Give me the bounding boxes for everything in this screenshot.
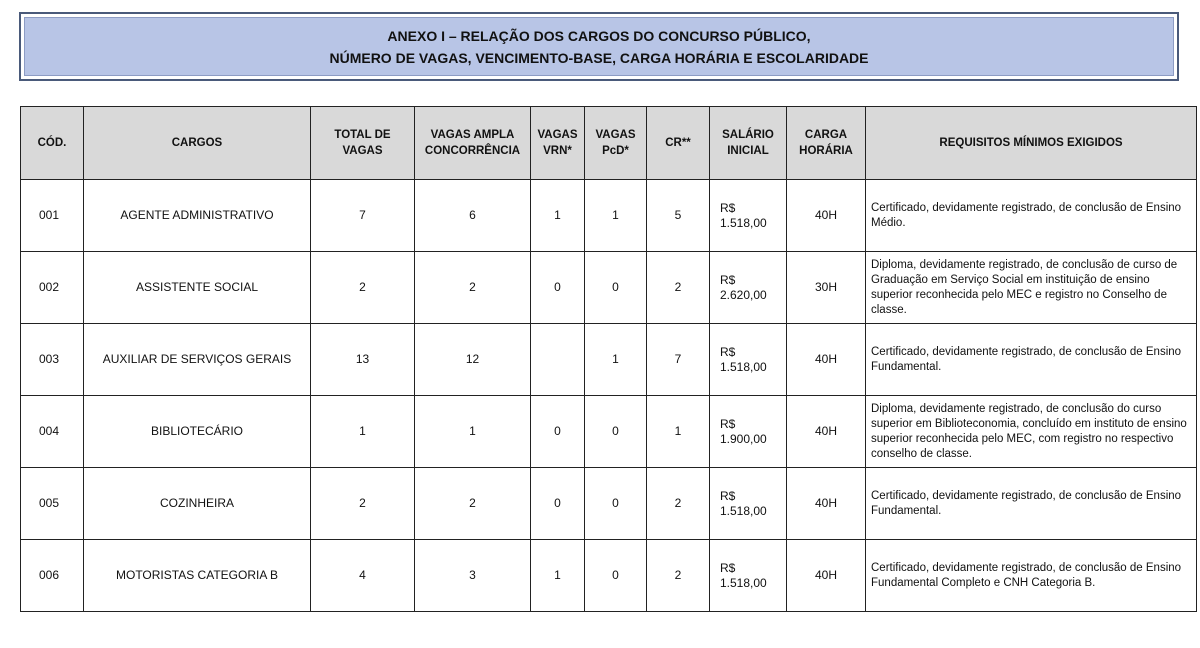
cell-carga-horaria: 40H xyxy=(787,468,866,540)
cell-total-vagas: 4 xyxy=(311,540,415,612)
cell-total-vagas: 1 xyxy=(311,396,415,468)
cell-cr: 7 xyxy=(647,324,710,396)
table-row xyxy=(21,252,1197,324)
table-header-row xyxy=(21,107,1197,180)
cell-requisitos: Certificado, devidamente registrado, de conclusão de Ensino Fundamental Completo e CNH Categoria B. xyxy=(866,540,1197,612)
header-salario xyxy=(710,107,787,180)
header-requisitos: REQUISITOS MÍNIMOS EXIGIDOS xyxy=(866,107,1197,180)
cell-carga-horaria: 40H xyxy=(787,540,866,612)
cell-salario: R$ 1.518,00 xyxy=(710,468,787,540)
header-vagas-pcd-line-1: VAGAS xyxy=(595,129,636,141)
header-vagas-pcd xyxy=(585,107,647,180)
cell-requisitos: Diploma, devidamente registrado, de conclusão do curso superior em Biblioteconomia, concluído em instituto de ensino superior reconhecida pelo MEC, com registro no respectivo conselho de classe. xyxy=(866,396,1197,468)
header-vagas-vrn-line-1: VAGAS xyxy=(537,129,578,141)
header-cargos: CARGOS xyxy=(84,107,311,180)
cell-vagas-vrn: 0 xyxy=(531,468,585,540)
cell-cr: 1 xyxy=(647,396,710,468)
cell-cod: 006 xyxy=(21,540,84,612)
table-row xyxy=(21,396,1197,468)
cell-cargo: MOTORISTAS CATEGORIA B xyxy=(84,540,311,612)
annex-title xyxy=(24,17,1174,76)
header-cod: CÓD. xyxy=(21,107,84,180)
cell-cod: 005 xyxy=(21,468,84,540)
cell-vagas-vrn: 1 xyxy=(531,180,585,252)
header-vagas-ampla-line-2: CONCORRÊNCIA xyxy=(424,145,521,157)
cell-vagas-ampla: 3 xyxy=(415,540,531,612)
cell-total-vagas: 2 xyxy=(311,252,415,324)
table-row xyxy=(21,540,1197,612)
cell-vagas-vrn: 0 xyxy=(531,252,585,324)
table-row xyxy=(21,468,1197,540)
cell-vagas-pcd: 0 xyxy=(585,540,647,612)
header-carga-horaria xyxy=(787,107,866,180)
cell-total-vagas: 2 xyxy=(311,468,415,540)
cell-total-vagas: 7 xyxy=(311,180,415,252)
table-row xyxy=(21,324,1197,396)
cell-cod: 003 xyxy=(21,324,84,396)
table-row xyxy=(21,180,1197,252)
cell-cod: 002 xyxy=(21,252,84,324)
header-vagas-vrn xyxy=(531,107,585,180)
cell-cr: 2 xyxy=(647,252,710,324)
cell-vagas-vrn: 1 xyxy=(531,540,585,612)
cell-total-vagas: 13 xyxy=(311,324,415,396)
cell-cargo: COZINHEIRA xyxy=(84,468,311,540)
cell-salario: R$ 1.518,00 xyxy=(710,324,787,396)
annex-title-line-2: NÚMERO DE VAGAS, VENCIMENTO-BASE, CARGA HORÁRIA E ESCOLARIDADE xyxy=(329,49,869,66)
cell-carga-horaria: 40H xyxy=(787,180,866,252)
header-carga-line-1: CARGA xyxy=(804,129,848,141)
cell-salario: R$ 2.620,00 xyxy=(710,252,787,324)
cell-carga-horaria: 40H xyxy=(787,396,866,468)
cell-vagas-pcd: 0 xyxy=(585,468,647,540)
cell-salario: R$ 1.518,00 xyxy=(710,180,787,252)
header-vagas-ampla xyxy=(415,107,531,180)
cell-vagas-pcd: 0 xyxy=(585,396,647,468)
header-carga-line-2: HORÁRIA xyxy=(799,145,853,157)
cell-vagas-pcd: 0 xyxy=(585,252,647,324)
cell-cod: 001 xyxy=(21,180,84,252)
header-salario-line-1: SALÁRIO xyxy=(722,129,774,141)
cell-salario: R$ 1.900,00 xyxy=(710,396,787,468)
header-total-vagas-line-1: TOTAL DE xyxy=(334,129,391,141)
cell-carga-horaria: 40H xyxy=(787,324,866,396)
cell-cargo: AGENTE ADMINISTRATIVO xyxy=(84,180,311,252)
cell-requisitos: Certificado, devidamente registrado, de conclusão de Ensino Médio. xyxy=(866,180,1197,252)
cell-cr: 2 xyxy=(647,468,710,540)
cell-vagas-vrn xyxy=(531,324,585,396)
cell-vagas-pcd: 1 xyxy=(585,180,647,252)
cell-cod: 004 xyxy=(21,396,84,468)
cell-cr: 5 xyxy=(647,180,710,252)
cell-cargo: BIBLIOTECÁRIO xyxy=(84,396,311,468)
header-total-vagas-line-2: VAGAS xyxy=(342,145,383,157)
header-vagas-ampla-line-1: VAGAS AMPLA xyxy=(430,129,515,141)
annex-title-box xyxy=(19,12,1179,81)
header-vagas-vrn-line-2: VRN* xyxy=(543,145,572,157)
annex-title-line-1: ANEXO I – RELAÇÃO DOS CARGOS DO CONCURSO PÚBLICO, xyxy=(387,27,811,44)
cell-vagas-ampla: 12 xyxy=(415,324,531,396)
cell-vagas-ampla: 2 xyxy=(415,252,531,324)
header-cr: CR** xyxy=(647,107,710,180)
header-salario-line-2: INICIAL xyxy=(727,145,769,157)
cell-vagas-pcd: 1 xyxy=(585,324,647,396)
cell-vagas-ampla: 2 xyxy=(415,468,531,540)
cell-requisitos: Certificado, devidamente registrado, de conclusão de Ensino Fundamental. xyxy=(866,324,1197,396)
cell-carga-horaria: 30H xyxy=(787,252,866,324)
cell-requisitos: Diploma, devidamente registrado, de conclusão de curso de Graduação em Serviço Social em instituição de ensino superior reconhecida pelo MEC e registro no Conselho de classe. xyxy=(866,252,1197,324)
header-vagas-pcd-line-2: PcD* xyxy=(602,145,629,157)
cell-cargo: ASSISTENTE SOCIAL xyxy=(84,252,311,324)
cell-cr: 2 xyxy=(647,540,710,612)
header-total-vagas xyxy=(311,107,415,180)
cell-salario: R$ 1.518,00 xyxy=(710,540,787,612)
cell-vagas-ampla: 1 xyxy=(415,396,531,468)
cell-cargo: AUXILIAR DE SERVIÇOS GERAIS xyxy=(84,324,311,396)
cell-vagas-vrn: 0 xyxy=(531,396,585,468)
cell-vagas-ampla: 6 xyxy=(415,180,531,252)
cell-requisitos: Certificado, devidamente registrado, de conclusão de Ensino Fundamental. xyxy=(866,468,1197,540)
cargos-table xyxy=(20,106,1197,612)
